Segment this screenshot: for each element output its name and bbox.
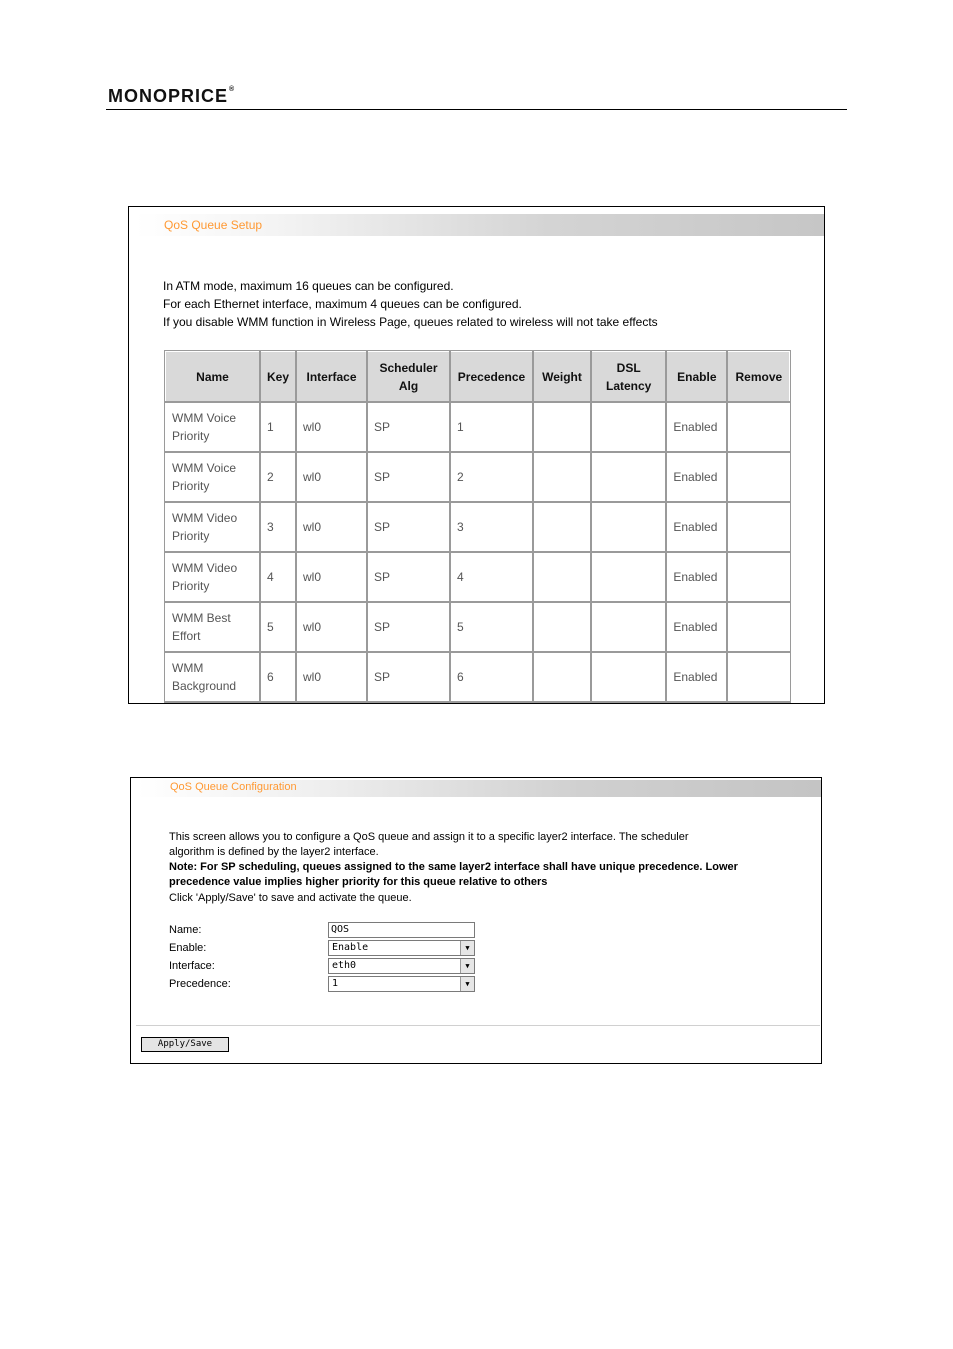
cell-interface: wl0 [296, 602, 367, 652]
cell-precedence: 6 [450, 652, 533, 702]
header-divider [106, 109, 847, 110]
cell-partial [450, 702, 533, 704]
cell-interface: wl0 [296, 652, 367, 702]
cell-remove[interactable] [727, 602, 790, 652]
table-header-row [165, 351, 790, 402]
cell-enable: Enabled [666, 652, 727, 702]
panel-title-bar [135, 214, 825, 236]
cell-scheduler: SP [367, 452, 450, 502]
cell-key: 1 [260, 402, 296, 452]
table-row [165, 552, 790, 602]
cell-name: WMM Voice Priority [165, 452, 260, 502]
col-header-precedence: Precedence [450, 351, 533, 402]
name-input[interactable]: QOS [328, 922, 475, 938]
cell-partial [296, 702, 367, 704]
col-header-enable: Enable [666, 351, 727, 402]
cell-enable: Enabled [666, 402, 727, 452]
cell-weight [533, 452, 591, 502]
brand-name: MONOPRICE [108, 86, 229, 106]
enable-label: Enable: [169, 942, 207, 954]
cell-interface: wl0 [296, 402, 367, 452]
cell-partial [666, 702, 727, 704]
cell-enable: Enabled [666, 552, 727, 602]
precedence-select[interactable] [328, 976, 475, 992]
intro-line-1: In ATM mode, maximum 16 queues can be configured. [163, 279, 454, 293]
interface-label: Interface: [169, 960, 215, 972]
cell-scheduler: SP [367, 502, 450, 552]
cell-partial [591, 702, 666, 704]
panel-title: QoS Queue Configuration [170, 781, 297, 793]
cell-latency [591, 652, 666, 702]
cell-partial [533, 702, 591, 704]
cell-remove[interactable] [727, 652, 790, 702]
col-header-interface: Interface [296, 351, 367, 402]
cell-key: 3 [260, 502, 296, 552]
queue-table [164, 350, 791, 704]
table-row [165, 402, 790, 452]
cell-remove[interactable] [727, 402, 790, 452]
cell-enable: Enabled [666, 502, 727, 552]
cell-weight [533, 652, 591, 702]
cell-weight [533, 502, 591, 552]
col-header-scheduler: Scheduler Alg [367, 351, 450, 402]
col-header-key: Key [260, 351, 296, 402]
brand-logo [108, 86, 235, 107]
cell-name: WMM Background [165, 652, 260, 702]
config-note-line-1: Note: For SP scheduling, queues assigned to the same layer2 interface shall have unique precedence. Lower [169, 861, 738, 873]
cell-name: WMM Video Priority [165, 502, 260, 552]
config-intro-line-1: This screen allows you to configure a QoS queue and assign it to a specific layer2 interface. The scheduler [169, 831, 689, 843]
table-row [165, 452, 790, 502]
name-label: Name: [169, 924, 202, 936]
cell-precedence: 2 [450, 452, 533, 502]
cell-interface: wl0 [296, 452, 367, 502]
table-row [165, 502, 790, 552]
cell-precedence: 4 [450, 552, 533, 602]
cell-remove[interactable] [727, 552, 790, 602]
cell-precedence: 1 [450, 402, 533, 452]
enable-select[interactable] [328, 940, 475, 956]
cell-interface: wl0 [296, 502, 367, 552]
cell-name: WMM Video Priority [165, 552, 260, 602]
cell-enable: Enabled [666, 452, 727, 502]
cell-remove[interactable] [727, 452, 790, 502]
cell-interface: wl0 [296, 552, 367, 602]
cell-key: 6 [260, 652, 296, 702]
config-note-line-2: precedence value implies higher priority for this queue relative to others [169, 876, 548, 888]
cell-name: WMM Best Effort [165, 602, 260, 652]
config-intro-line-2: algorithm is defined by the layer2 interface. [169, 846, 379, 858]
cell-partial [727, 702, 790, 704]
dropdown-arrow-icon[interactable]: ▼ [460, 941, 474, 955]
cell-latency [591, 602, 666, 652]
col-header-latency: DSL Latency [591, 351, 666, 402]
col-header-weight: Weight [533, 351, 591, 402]
table-row [165, 652, 790, 702]
cell-enable: Enabled [666, 602, 727, 652]
cell-key: 5 [260, 602, 296, 652]
table-row-partial [165, 702, 790, 704]
cell-latency [591, 502, 666, 552]
dropdown-arrow-icon[interactable]: ▼ [460, 977, 474, 991]
cell-latency [591, 552, 666, 602]
col-header-remove: Remove [727, 351, 790, 402]
enable-select-value: Enable [332, 942, 369, 953]
qos-queue-configuration-panel [130, 777, 822, 1064]
cell-key: 4 [260, 552, 296, 602]
table-row [165, 602, 790, 652]
cell-weight [533, 552, 591, 602]
cell-scheduler: SP [367, 402, 450, 452]
cell-latency [591, 402, 666, 452]
qos-queue-setup-panel [128, 206, 825, 704]
interface-select[interactable] [328, 958, 475, 974]
precedence-label: Precedence: [169, 978, 231, 990]
cell-remove[interactable] [727, 502, 790, 552]
cell-key: 2 [260, 452, 296, 502]
intro-line-2: For each Ethernet interface, maximum 4 queues can be configured. [163, 297, 522, 311]
cell-latency [591, 452, 666, 502]
cell-scheduler: SP [367, 602, 450, 652]
cell-weight [533, 402, 591, 452]
cell-partial [260, 702, 296, 704]
registered-mark: ® [229, 86, 236, 93]
config-click-text: Click 'Apply/Save' to save and activate the queue. [169, 892, 412, 904]
cell-scheduler: SP [367, 552, 450, 602]
cell-weight [533, 602, 591, 652]
cell-name: WMM Voice Priority [165, 402, 260, 452]
precedence-select-value: 1 [332, 978, 339, 989]
dropdown-arrow-icon[interactable]: ▼ [460, 959, 474, 973]
interface-select-value: eth0 [332, 960, 357, 971]
panel-title-bar [137, 780, 821, 797]
col-header-name: Name [165, 351, 260, 402]
form-divider [136, 1025, 820, 1026]
cell-scheduler: SP [367, 652, 450, 702]
intro-line-3: If you disable WMM function in Wireless Page, queues related to wireless will not take effects [163, 315, 658, 329]
apply-save-button[interactable]: Apply/Save [141, 1037, 229, 1052]
cell-precedence: 5 [450, 602, 533, 652]
panel-title: QoS Queue Setup [164, 218, 263, 232]
cell-precedence: 3 [450, 502, 533, 552]
cell-partial [165, 702, 260, 704]
cell-partial [367, 702, 450, 704]
